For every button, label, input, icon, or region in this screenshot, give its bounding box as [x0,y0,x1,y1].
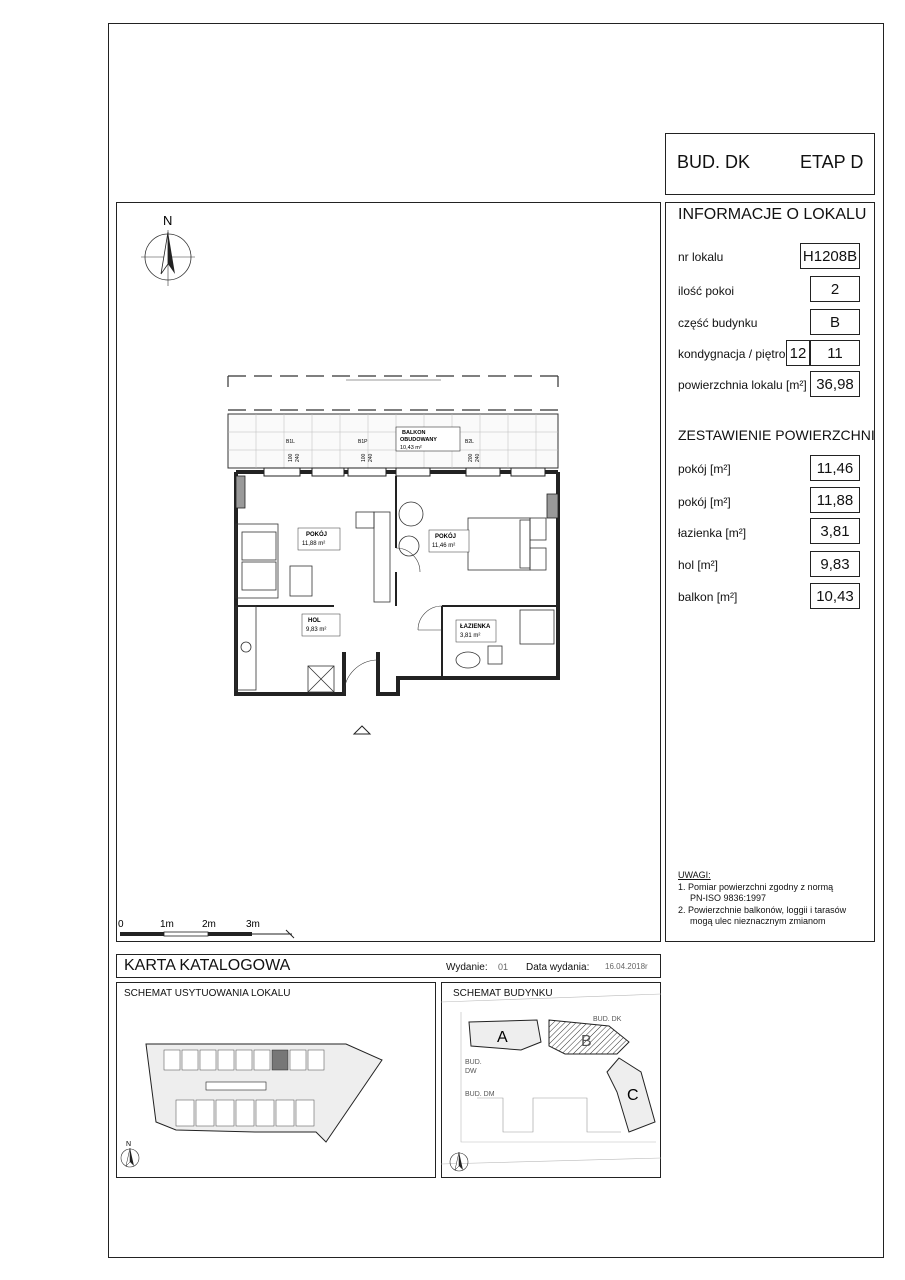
dim-6: 240 [475,453,481,462]
summary-title: ZESTAWIENIE POWIERZCHNI [678,427,875,443]
date-label: Data wydania: [526,962,590,973]
info-value-floor-a: 12 [786,340,810,366]
label-dk: BUD. DK [593,1016,622,1023]
label-dw1: BUD. [465,1059,482,1066]
info-label-area: powierzchnia lokalu [m²] [678,378,807,392]
scale-3: 3m [246,919,260,930]
scale-2: 2m [202,919,216,930]
info-label-nr: nr lokalu [678,250,724,264]
note-line-1: 1. Pomiar powierzchni zgodny z normą [678,882,834,892]
building-plan [441,982,661,1178]
site-compass-icon [121,1141,139,1167]
info-value-area: 36,98 [810,371,860,397]
label-c: C [627,1087,639,1104]
info-label-rooms: ilość pokoi [678,284,735,298]
dim-1: 100 [288,453,294,462]
window-label-2: B1P [358,439,368,445]
hall-name: HOL [308,618,321,624]
room2-name: POKÓJ [435,534,457,540]
scale-1: 1m [160,919,174,930]
room1-area: 11,88 m² [302,541,326,547]
label-dm: BUD. DM [465,1091,495,1098]
summary-value-5: 10,43 [810,583,860,609]
summary-label-2: pokój [m²] [678,495,731,509]
hall-area: 9,83 m² [306,627,327,633]
date-value: 16.04.2018r [605,962,648,971]
summary-label-3: łazienka [m²] [678,526,747,540]
compass-icon [141,213,195,286]
info-value-nr: H1208B [800,243,860,269]
edition-value: 01 [498,962,509,972]
note-line-4: mogą ulec nieznacznym zmianom [690,916,826,926]
summary-label-5: balkon [m²] [678,590,738,604]
summary-label-4: hol [m²] [678,558,719,572]
bath-name: ŁAZIENKA [460,624,491,630]
site-panel-title: SCHEMAT USYTUOWANIA LOKALU [124,988,291,999]
scale-bar [118,919,294,938]
window-label-3: B2L [465,439,474,445]
label-b: B [581,1033,592,1050]
bath-area: 3,81 m² [460,633,481,639]
info-value-part: B [810,309,860,335]
balcony-name2: OBUDOWANY [400,437,437,443]
notes-title: UWAGI: [678,870,711,880]
balcony-area [228,414,558,468]
info-value-rooms: 2 [810,276,860,302]
building-compass-icon [450,1152,468,1171]
site-north-label: N [126,1141,132,1148]
label-dw2: DW [465,1068,477,1075]
site-plan [116,982,436,1178]
apartment-highlight [272,1050,288,1070]
dim-5: 200 [468,453,474,462]
dim-3: 100 [361,453,367,462]
summary-value-1: 11,46 [810,455,860,481]
building-panel-title: SCHEMAT BUDYNKU [453,988,553,999]
north-label: N [163,213,173,228]
room2-area: 11,46 m² [432,543,456,549]
floor-plan [116,202,661,942]
info-title: INFORMACJE O LOKALU [678,206,867,223]
info-label-floor: kondygnacja / piętro [678,347,786,361]
note-line-2: PN-ISO 9836:1997 [690,893,767,903]
entrance-marker [354,726,370,734]
summary-value-2: 11,88 [810,487,860,513]
doors [344,548,442,694]
dim-4: 240 [368,453,374,462]
summary-label-1: pokój [m²] [678,462,731,476]
footer-title: KARTA KATALOGOWA [124,957,291,974]
roof-outline [228,376,558,410]
balcony-name: BALKON [402,430,426,436]
dim-2: 240 [295,453,301,462]
window-label-1: B1L [286,439,295,445]
info-value-floor-b: 11 [810,340,860,366]
label-a: A [497,1029,508,1046]
scale-0: 0 [118,919,124,930]
balcony-area-label: 10,43 m² [400,445,422,451]
stage-label: ETAP D [800,152,864,172]
note-line-3: 2. Powierzchnie balkonów, loggii i tarasów [678,905,847,915]
edition-label: Wydanie: [446,962,488,973]
summary-value-3: 3,81 [810,518,860,544]
info-label-part: część budynku [678,316,758,330]
summary-value-4: 9,83 [810,551,860,577]
interior-walls [236,476,558,678]
building-label: BUD. DK [677,152,751,172]
room1-name: POKÓJ [306,532,328,538]
